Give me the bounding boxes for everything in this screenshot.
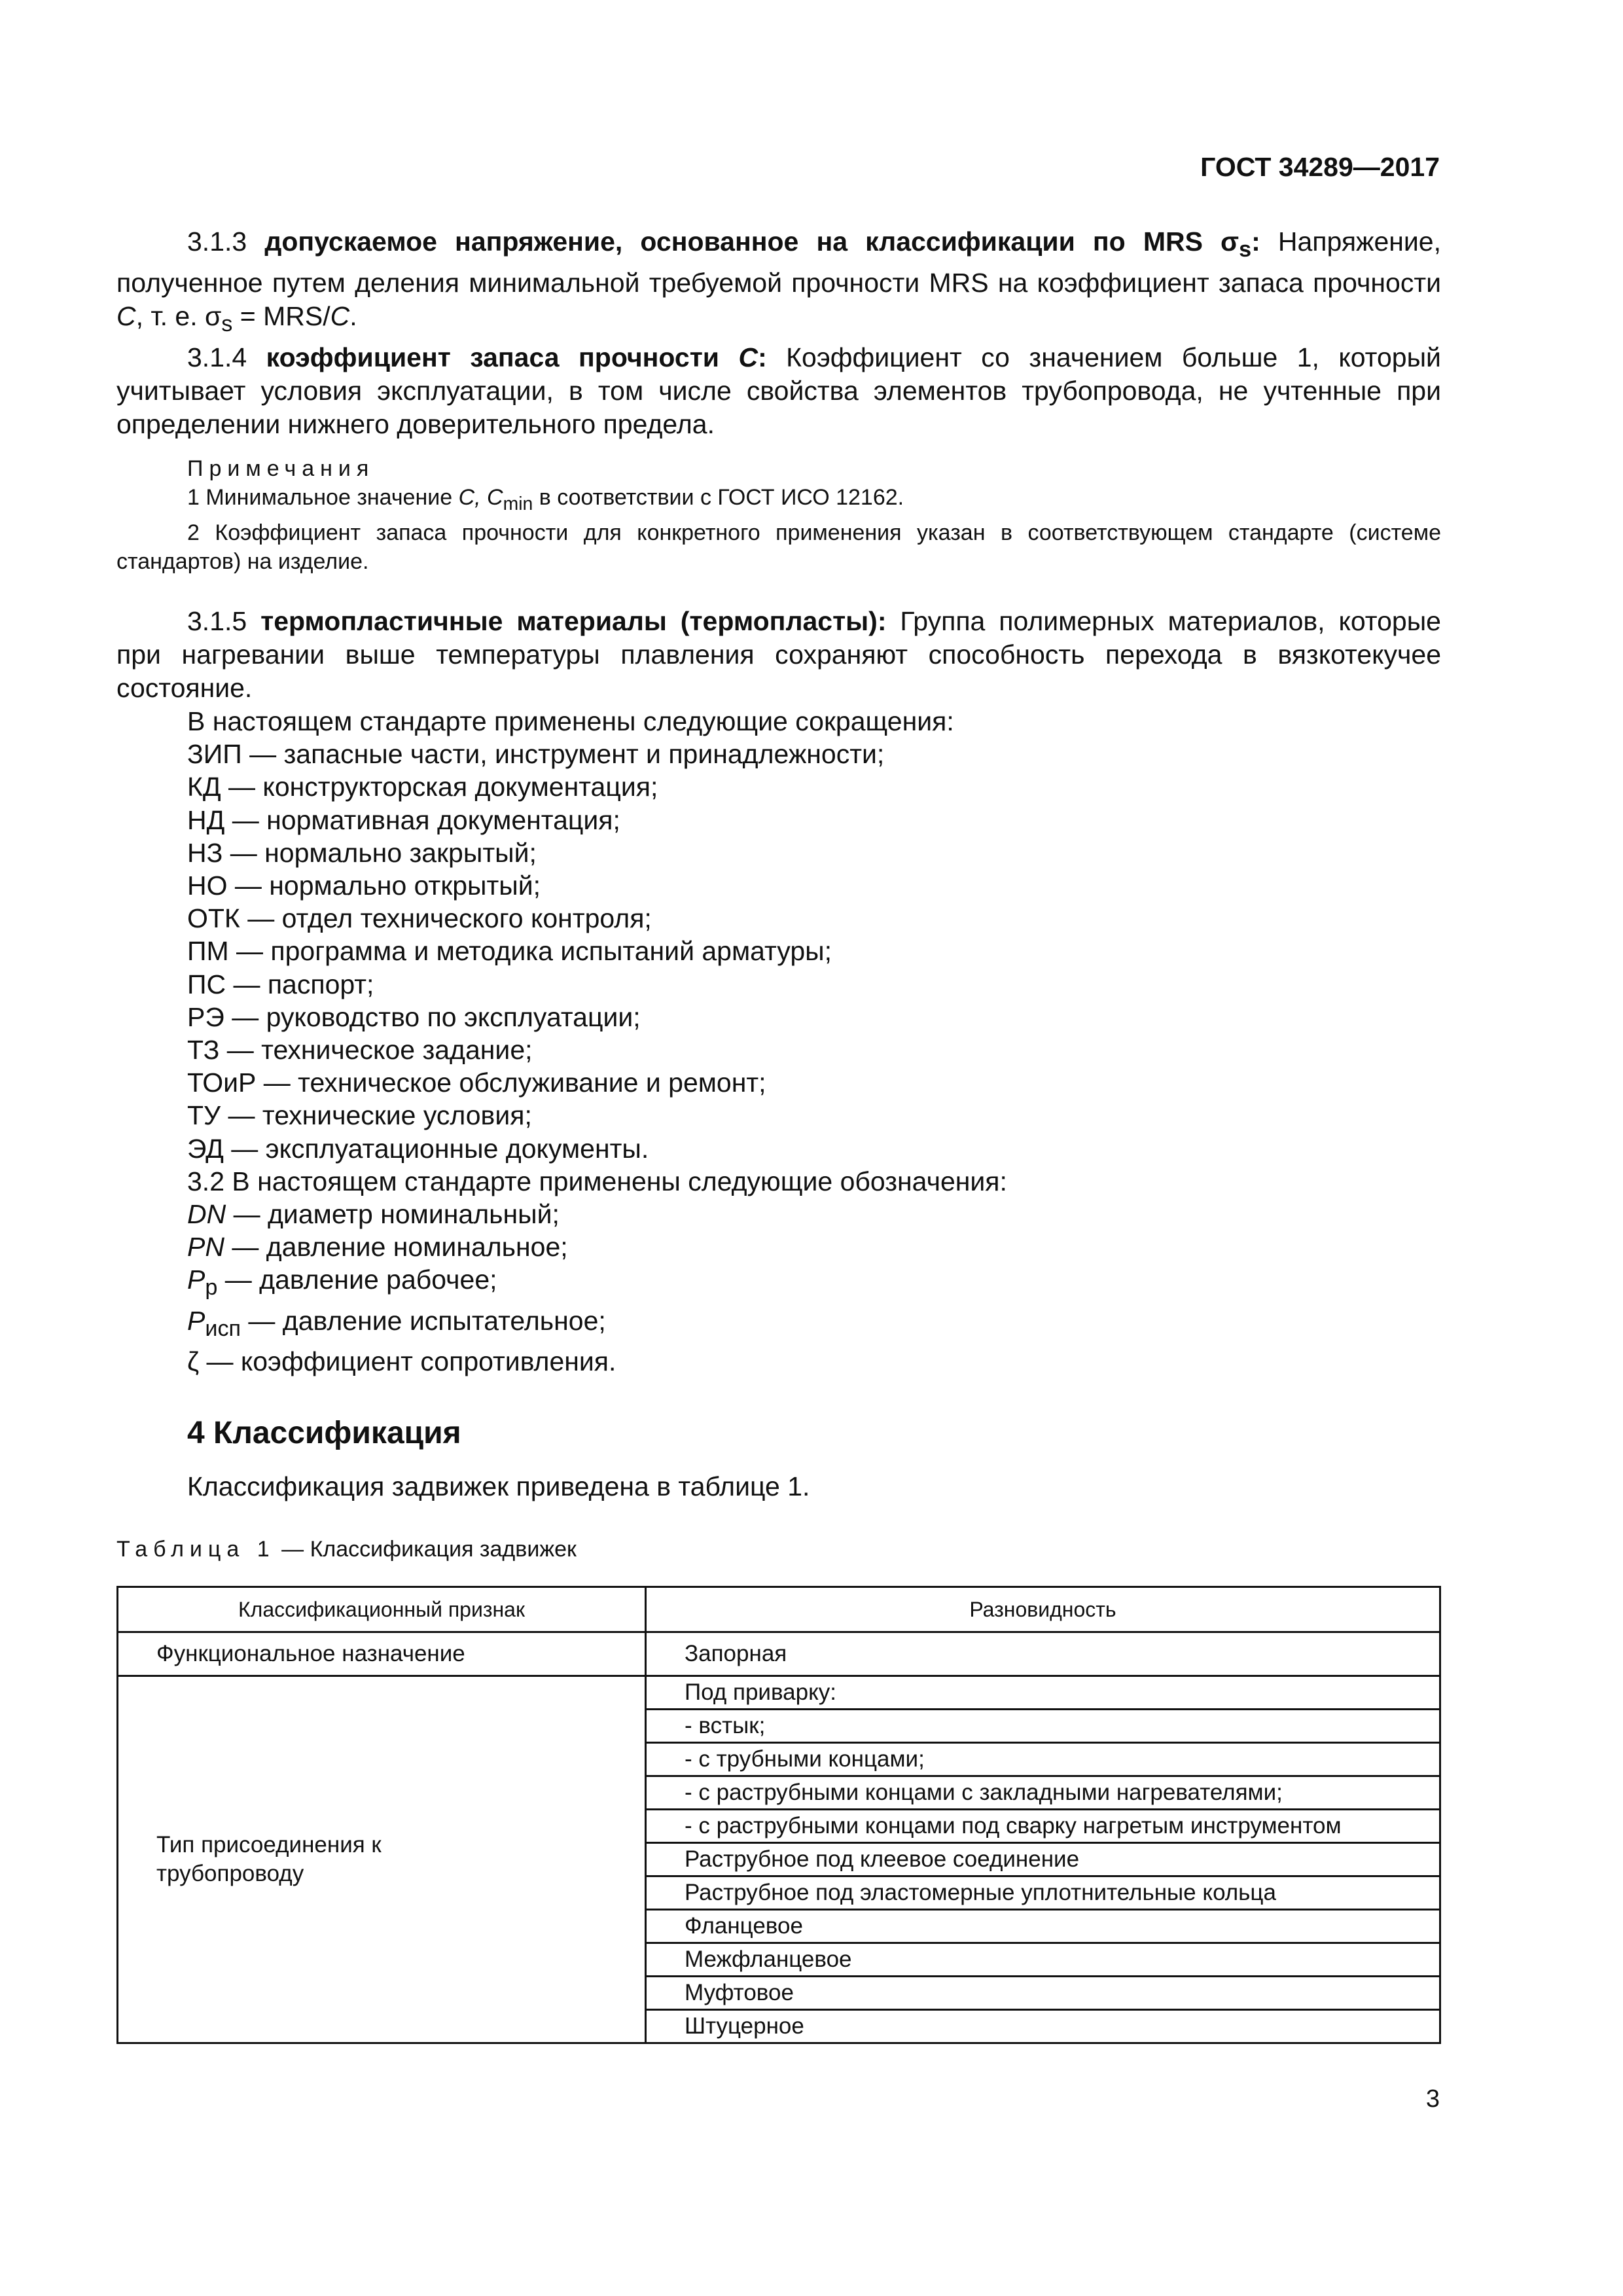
table-header-row xyxy=(118,1587,1440,1632)
list-item: ЗИП — запасные части, инструмент и принадлежности; xyxy=(187,739,885,770)
term: коэффициент запаса прочности C: xyxy=(266,342,767,373)
clause-3-1-3: 3.1.3 допускаемое напряжение, основанное на классификации по MRS $\sigma_s$: Напряжение, полученное путем деления минимальной требуемой прочности MRS на коэффициент запаса прочности C, т. е. $\sigma_s = MRS/C$. 3.1.4 коэффициент запаса прочности C: Коэффициент со значением больше 1, который учитывает условия эксплуатации, в том числе свойства элементов трубопровода, не учтенные при определении нижнего доверительного предела. xyxy=(116,225,1441,441)
list-item: ПС — паспорт; xyxy=(187,969,374,999)
variant-cell: Раструбное под эластомерные уплотнительные кольца xyxy=(646,1876,1440,1910)
list-item: ТЗ — техническое задание; xyxy=(187,1035,533,1066)
definition: Группа полимерных материалов, которые при нагревании выше температуры плавления сохраняют способность перехода в вязкотекучее состояние. xyxy=(116,606,1441,703)
abbreviations-list xyxy=(187,705,1007,1378)
symbols-intro: 3.2 В настоящем стандарте применены следующие обозначения: xyxy=(187,1166,1007,1196)
symbol-pn: PN — давление номинальное; xyxy=(187,1232,568,1263)
variant-cell: Межфланцевое xyxy=(646,1943,1440,1977)
definition: Коэффициент со значением больше 1, который учитывает условия эксплуатации, в том числе свойства элементов трубопровода, не учтенные при определении нижнего доверительного предела. xyxy=(116,342,1441,440)
list-item: ТОиР — техническое обслуживание и ремонт; xyxy=(187,1067,766,1098)
clause-3-1-4 xyxy=(116,341,1441,441)
notes-title: Примечания xyxy=(187,456,375,481)
variant-cell: - встык; xyxy=(646,1710,1440,1743)
list-item: ОТК — отдел технического контроля; xyxy=(187,903,652,934)
table-caption: Таблица 1 — Классификация задвижек xyxy=(116,1537,577,1562)
symbol-dn: DN — диаметр номинальный; xyxy=(187,1199,560,1230)
variant-cell: Фланцевое xyxy=(646,1910,1440,1943)
variant-cell: - с раструбными концами под сварку нагретым инструментом xyxy=(646,1810,1440,1843)
list-item: НО — нормально открытый; xyxy=(187,870,541,901)
term: допускаемое напряжение, основанное на классификации по MRS $\sigma_s$: xyxy=(264,226,1260,262)
section-intro: Классификация задвижек приведена в таблице 1. xyxy=(187,1471,810,1501)
symbol-pp: $P_р$ — давление рабочее; xyxy=(187,1265,497,1300)
table-row xyxy=(118,1676,1440,1710)
table-row xyxy=(118,1632,1440,1676)
list-item: КД — конструкторская документация; xyxy=(187,772,658,802)
abbreviations-intro: В настоящем стандарте применены следующие сокращения: xyxy=(187,706,954,736)
feature-cell: Тип присоединения к трубопроводу xyxy=(118,1676,646,2043)
classification-table xyxy=(116,1586,1441,2044)
column-header: Классификационный признак xyxy=(118,1587,646,1632)
list-item: ТУ — технические условия; xyxy=(187,1100,532,1131)
symbol-pisp: $P_{исп}$ — давление испытательное; xyxy=(187,1305,606,1342)
list-item: НД — нормативная документация; xyxy=(187,804,620,835)
variant-cell: - с раструбными концами с закладными нагревателями; xyxy=(646,1776,1440,1810)
list-item: РЭ — руководство по эксплуатации; xyxy=(187,1001,641,1032)
term: термопластичные материалы (термопласты): xyxy=(260,606,887,636)
page-number: 3 xyxy=(1425,2085,1440,2113)
variant-cell: Раструбное под клеевое соединение xyxy=(646,1843,1440,1876)
clause-number: 3.1.3 xyxy=(187,226,247,257)
document-header: ГОСТ 34289—2017 xyxy=(1200,152,1440,182)
list-item: ПМ — программа и методика испытаний арматуры; xyxy=(187,936,832,967)
variant-cell: Муфтовое xyxy=(646,1977,1440,2010)
column-header: Разновидность xyxy=(646,1587,1440,1632)
clause-number: 3.1.5 xyxy=(187,606,247,636)
symbol-zeta: ζ — коэффициент сопротивления. xyxy=(187,1346,616,1377)
variant-cell: Штуцерное xyxy=(646,2010,1440,2043)
note-1: 1 Минимальное значение C, $C_{min}$ в соответствии с ГОСТ ИСО 12162. xyxy=(187,485,904,514)
variant-cell: Запорная xyxy=(646,1632,1440,1676)
feature-cell: Функциональное назначение xyxy=(118,1632,646,1676)
note-2: 2 Коэффициент запаса прочности для конкретного применения указан в соответствующем стандарте (системе стандартов) на изделие. xyxy=(116,520,1441,574)
section-title: 4 Классификация xyxy=(187,1416,461,1450)
list-item: НЗ — нормально закрытый; xyxy=(187,837,537,868)
notes-block xyxy=(116,454,1441,576)
list-item: ЭД — эксплуатационные документы. xyxy=(187,1133,649,1164)
clause-number: 3.1.4 xyxy=(187,342,247,373)
variant-cell: Под приварку: xyxy=(646,1676,1440,1710)
clause-3-1-5 xyxy=(116,605,1441,705)
variant-cell: - с трубными концами; xyxy=(646,1743,1440,1776)
definition: Напряжение, полученное путем деления минимальной требуемой прочности MRS на коэффициент запаса прочности xyxy=(116,226,1441,298)
